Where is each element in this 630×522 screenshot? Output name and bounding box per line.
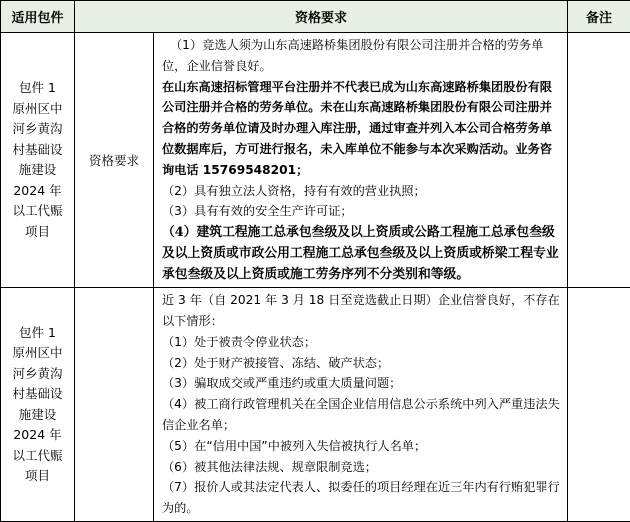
package-line: 村基础设 xyxy=(4,384,71,405)
header-notes: 备注 xyxy=(568,1,630,33)
requirement-item: （1）竞选人须为山东高速路桥集团股份有限公司注册并合格的劳务单位，企业信誉良好。 xyxy=(162,35,561,77)
requirement-item: （2）处于财产被接管、冻结、破产状态； xyxy=(162,353,561,374)
table-row xyxy=(1,288,630,522)
package-line: 村基础设 xyxy=(4,140,71,161)
package-line: 以工代赈 xyxy=(4,446,71,467)
header-row xyxy=(1,1,630,33)
package-cell xyxy=(1,288,75,522)
notes-cell xyxy=(568,33,630,288)
requirement-item: （1）处于被责令停业状态； xyxy=(162,332,561,353)
requirement-item: （7）报价人或其法定代表人、拟委任的项目经理在近三年内有行贿犯罪行为的。 xyxy=(162,477,561,519)
requirement-item: （6）被其他法律法规、规章限制竞选； xyxy=(162,457,561,478)
package-line: 项目 xyxy=(4,466,71,487)
package-line: 施建设 xyxy=(4,405,71,426)
requirement-label: 资格要求 xyxy=(75,33,154,288)
requirement-item: （4）建筑工程施工总承包叁级及以上资质或公路工程施工总承包叁级及以上资质或市政公用工程施工总承包叁级及以上资质或桥梁工程专业承包叁级及以上资质或施工劳务序列不分类别和等级。 xyxy=(162,222,561,285)
table-row xyxy=(1,33,630,288)
requirement-item: 近 3 年（自 2021 年 3 月 18 日至竞选截止日期）企业信誉良好，不存在以下情形： xyxy=(162,290,561,332)
package-line: 2024 年 xyxy=(4,181,71,202)
requirement-label xyxy=(75,288,154,522)
package-cell xyxy=(1,33,75,288)
requirement-item: （3）骗取成交或严重违约或重大质量问题； xyxy=(162,373,561,394)
requirement-item: （2）具有独立法人资格，持有有效的营业执照； xyxy=(162,181,561,202)
package-line: 河乡黄沟 xyxy=(4,364,71,385)
package-line: 原州区中 xyxy=(4,99,71,120)
package-line: 项目 xyxy=(4,222,71,243)
package-line: 施建设 xyxy=(4,160,71,181)
package-line: 原州区中 xyxy=(4,343,71,364)
package-line: 河乡黄沟 xyxy=(4,119,71,140)
requirement-text xyxy=(154,288,568,522)
requirement-item: （5）在“信用中国”中被列入失信被执行人名单； xyxy=(162,436,561,457)
package-line: 包件 1 xyxy=(4,323,71,344)
requirement-item: （4）被工商行政管理机关在全国企业信用信息公示系统中列入严重违法失信企业名单； xyxy=(162,394,561,436)
notes-cell xyxy=(568,288,630,522)
package-line: 以工代赈 xyxy=(4,201,71,222)
header-requirements: 资格要求 xyxy=(75,1,568,33)
package-line: 2024 年 xyxy=(4,425,71,446)
requirement-text xyxy=(154,33,568,288)
package-line: 包件 1 xyxy=(4,78,71,99)
requirement-item: （3）具有有效的安全生产许可证； xyxy=(162,201,561,222)
requirement-item-bold: 在山东高速招标管理平台注册并不代表已成为山东高速路桥集团股份有限公司注册并合格的劳务单位。未在山东高速路桥集团股份有限公司注册并合格的劳务单位请及时办理入库注册，通过审查并列入本公司合格劳务单位数据库后，方可进行报名，未入库单位不能参与本次采购活动。业务咨询电话 15769548201； xyxy=(162,77,561,181)
header-package: 适用包件 xyxy=(1,1,75,33)
